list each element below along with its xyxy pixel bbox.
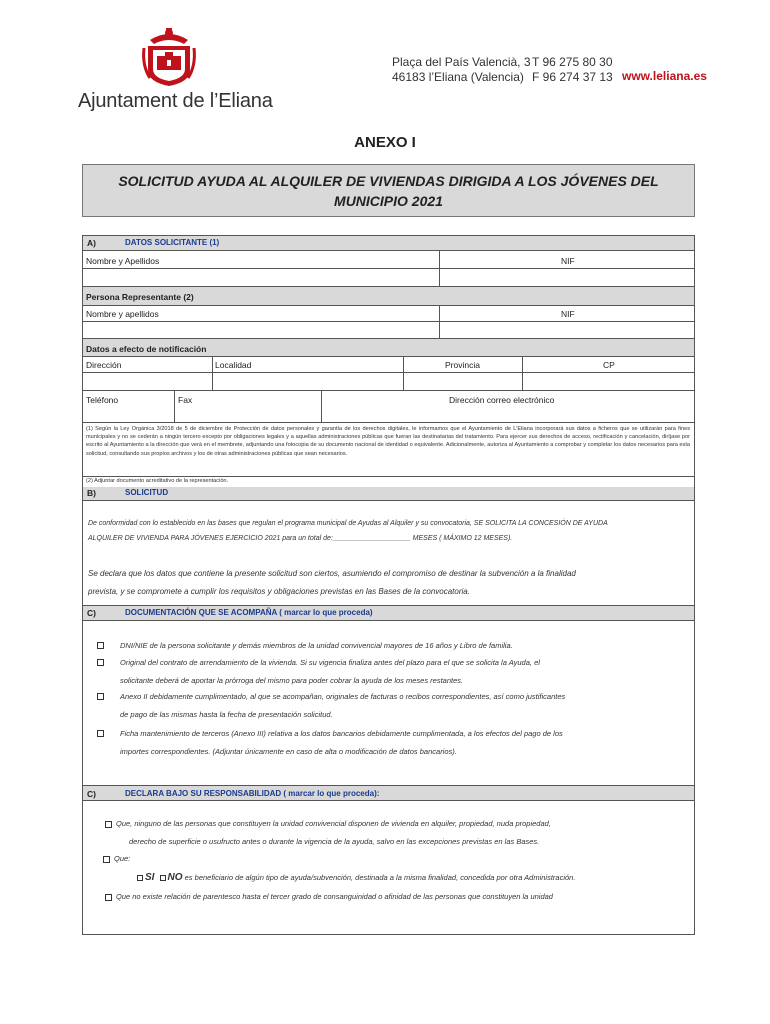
declare-subsidy-line bbox=[137, 872, 575, 883]
applicant-name-label: Nombre y Apellidos bbox=[86, 256, 160, 266]
request-text-line-1: De conformidad con lo establecido en las bases que regulan el programa municipal de Ayudas al Alquiler y su convocatoria, SE SOLICITA LA CONCESIÓN DE AYUDA bbox=[88, 520, 608, 527]
province-label: Provincia bbox=[445, 360, 480, 370]
fax-label: Fax bbox=[178, 395, 193, 405]
declare-item-kinship bbox=[105, 892, 690, 901]
applicant-nif-field[interactable] bbox=[440, 269, 694, 285]
section-declare-letter: C) bbox=[87, 789, 96, 799]
address-line-1: Plaça del País Valencià, 3 bbox=[392, 55, 531, 69]
doc-contract-text-2: solicitante deberá de aportar la prórroga del mismo para poder cobrar la ayuda de los meses restantes. bbox=[120, 676, 464, 685]
declare-no-housing-text-1: Que, ninguno de las personas que constituyen la unidad convivencial disponen de vivienda en alquiler, propiedad, nuda propiedad, bbox=[116, 819, 551, 828]
section-c-letter: C) bbox=[87, 608, 96, 618]
doc-item-contract bbox=[97, 655, 692, 689]
declaration-text-line-1: Se declara que los datos que contiene la presente solicitud son ciertos, asumiendo el compromiso de destinar la subvención a la finalidad bbox=[88, 569, 576, 578]
address-field[interactable] bbox=[83, 373, 212, 389]
doc-dni-checkbox[interactable] bbox=[97, 642, 104, 649]
doc-item-dni bbox=[97, 638, 692, 654]
doc-contract-checkbox[interactable] bbox=[97, 659, 104, 666]
doc-annex-ii-text-2: de pago de las mismas hasta la fecha de presentación solicitud. bbox=[120, 710, 333, 719]
phone-field[interactable] bbox=[83, 406, 174, 421]
declaration-text-line-2: prevista, y se compromete a cumplir los requisitos y obligaciones previstas en las Bases de la convocatoria. bbox=[88, 587, 470, 596]
rep-name-field[interactable] bbox=[83, 322, 439, 337]
section-b-title: SOLICITUD bbox=[125, 488, 169, 497]
section-declare-header bbox=[83, 786, 694, 800]
form-title-box bbox=[82, 164, 695, 217]
section-b-header bbox=[83, 487, 694, 500]
doc-bank-form-text-2: importes correspondientes. (Adjuntar únicamente en caso de alta o modificación de datos bancarios). bbox=[120, 747, 457, 756]
declare-no-label: NO bbox=[167, 872, 183, 883]
doc-annex-ii-checkbox[interactable] bbox=[97, 693, 104, 700]
declare-que-checkbox[interactable] bbox=[103, 856, 110, 863]
rep-name-label: Nombre y apellidos bbox=[86, 309, 159, 319]
section-a-title: DATOS SOLICITANTE (1) bbox=[125, 238, 220, 247]
section-declare-title: DECLARA BAJO SU RESPONSABILIDAD ( marcar lo que proceda): bbox=[125, 789, 380, 798]
form-title-line-1: SOLICITUD AYUDA AL ALQUILER DE VIVIENDAS DIRIGIDA A LOS JÓVENES DEL bbox=[118, 173, 659, 189]
coat-of-arms-icon bbox=[140, 26, 198, 88]
locality-field[interactable] bbox=[213, 373, 403, 389]
postal-code-label: CP bbox=[603, 360, 615, 370]
address-line-2: 46183 l’Eliana (Valencia) bbox=[392, 70, 524, 84]
notification-header bbox=[83, 339, 694, 356]
doc-item-annex-ii bbox=[97, 689, 692, 723]
data-protection-note: (1) Según la Ley Orgánica 3/2018 de 5 de diciembre de Protección de datos personales y garantía de los derechos digitales, le informamos que el Ayuntamiento de L’Eliana incorporará sus datos a ficheros que se utilizarán para fines municipales y no se cederán a ningún tercero excepto por obligaciones legales y a aquellas administraciones públicas que fueran las destinatarias del tratamiento. Para ejercer sus derechos de acceso, rectificación y cancelación, diríjase por escrito al Ayuntamiento a la dirección que verá en el membrete, adjuntando una fotocopia de su documento nacional de identidad o equivalente. Adicionalmente, autoriza al Ayuntamiento a comprobar y completar los datos necesarios para esta solicitud, consultando sus propios archivos y los de otras administraciones públicas que sean necesarios. bbox=[86, 426, 690, 457]
section-b-letter: B) bbox=[87, 488, 96, 498]
doc-item-bank-form bbox=[97, 726, 692, 760]
postal-code-field[interactable] bbox=[523, 373, 694, 389]
declare-si-label: SI bbox=[145, 872, 155, 883]
doc-bank-form-text-1: Ficha mantenimiento de terceros (Anexo III) relativa a los datos bancarios debidamente cumplimentada, a los efectos del pago de los bbox=[120, 729, 563, 738]
header-address bbox=[392, 55, 531, 85]
doc-contract-text-1: Original del contrato de arrendamiento de la vivienda. Si su vigencia finaliza antes del plazo para el que se solicita la Ayuda, el bbox=[120, 658, 540, 667]
declare-si-checkbox[interactable] bbox=[137, 875, 143, 881]
fax-number: F 96 274 37 13 bbox=[532, 70, 613, 84]
declare-subsidy-text: es beneficiario de algún tipo de ayuda/subvención, destinada a la misma finalidad, concedida por otra Administración. bbox=[184, 873, 576, 882]
representation-note: (2) Adjuntar documento acreditativo de la representación. bbox=[86, 478, 229, 484]
annex-heading: ANEXO I bbox=[354, 134, 416, 151]
section-a-header bbox=[83, 236, 694, 250]
phone-number: T 96 275 80 30 bbox=[532, 55, 613, 69]
website-link[interactable]: www.leliana.es bbox=[622, 69, 707, 83]
rep-nif-label: NIF bbox=[561, 309, 575, 319]
org-name: Ajuntament de l’Eliana bbox=[78, 90, 273, 112]
declare-kinship-checkbox[interactable] bbox=[105, 894, 112, 901]
doc-bank-form-checkbox[interactable] bbox=[97, 730, 104, 737]
doc-dni-text: DNI/NIE de la persona solicitante y demás miembros de la unidad convivencial mayores de 16 años y Libro de familia. bbox=[120, 641, 513, 650]
declare-no-checkbox[interactable] bbox=[160, 875, 166, 881]
form-title-line-2: MUNICIPIO 2021 bbox=[334, 193, 443, 209]
header-logo bbox=[78, 26, 273, 118]
declare-item-no-housing bbox=[105, 819, 690, 828]
representative-title: Persona Representante (2) bbox=[86, 292, 194, 302]
province-field[interactable] bbox=[404, 373, 522, 389]
section-c-title: DOCUMENTACIÓN QUE SE ACOMPAÑA ( marcar lo que proceda) bbox=[125, 608, 373, 617]
declare-item-que bbox=[103, 854, 130, 863]
rep-nif-field[interactable] bbox=[440, 322, 694, 337]
declare-no-housing-text-2: derecho de superficie o usufructo antes o durante la vigencia de la ayuda, salvo en las excepciones previstas en las Bases. bbox=[129, 837, 540, 846]
email-label: Dirección correo electrónico bbox=[449, 395, 555, 405]
declare-kinship-text: Que no existe relación de parentesco hasta el tercer grado de consanguinidad o afinidad de las personas que constituyen la unidad bbox=[116, 892, 553, 901]
section-a-letter: A) bbox=[87, 238, 96, 248]
declare-no-housing-checkbox[interactable] bbox=[105, 821, 112, 828]
application-form bbox=[82, 235, 695, 935]
email-field[interactable] bbox=[322, 406, 694, 421]
section-c-header bbox=[83, 606, 694, 620]
address-label: Dirección bbox=[86, 360, 122, 370]
doc-annex-ii-text-1: Anexo II debidamente cumplimentado, al que se acompañan, originales de facturas o recibos correspondientes, así como justificantes bbox=[120, 692, 566, 701]
declare-que-text: Que: bbox=[114, 854, 131, 863]
applicant-nif-label: NIF bbox=[561, 256, 575, 266]
notification-title: Datos a efecto de notificación bbox=[86, 344, 207, 354]
request-text-line-2: ALQUILER DE VIVIENDA PARA JÓVENES EJERCICIO 2021 para un total de:____________________ MESES ( MÁXIMO 12 MESES). bbox=[88, 535, 513, 542]
representative-header bbox=[83, 287, 694, 305]
applicant-name-field[interactable] bbox=[83, 269, 439, 285]
phone-label: Teléfono bbox=[86, 395, 119, 405]
header-phones bbox=[532, 55, 613, 85]
fax-field[interactable] bbox=[175, 406, 321, 421]
locality-label: Localidad bbox=[215, 360, 252, 370]
